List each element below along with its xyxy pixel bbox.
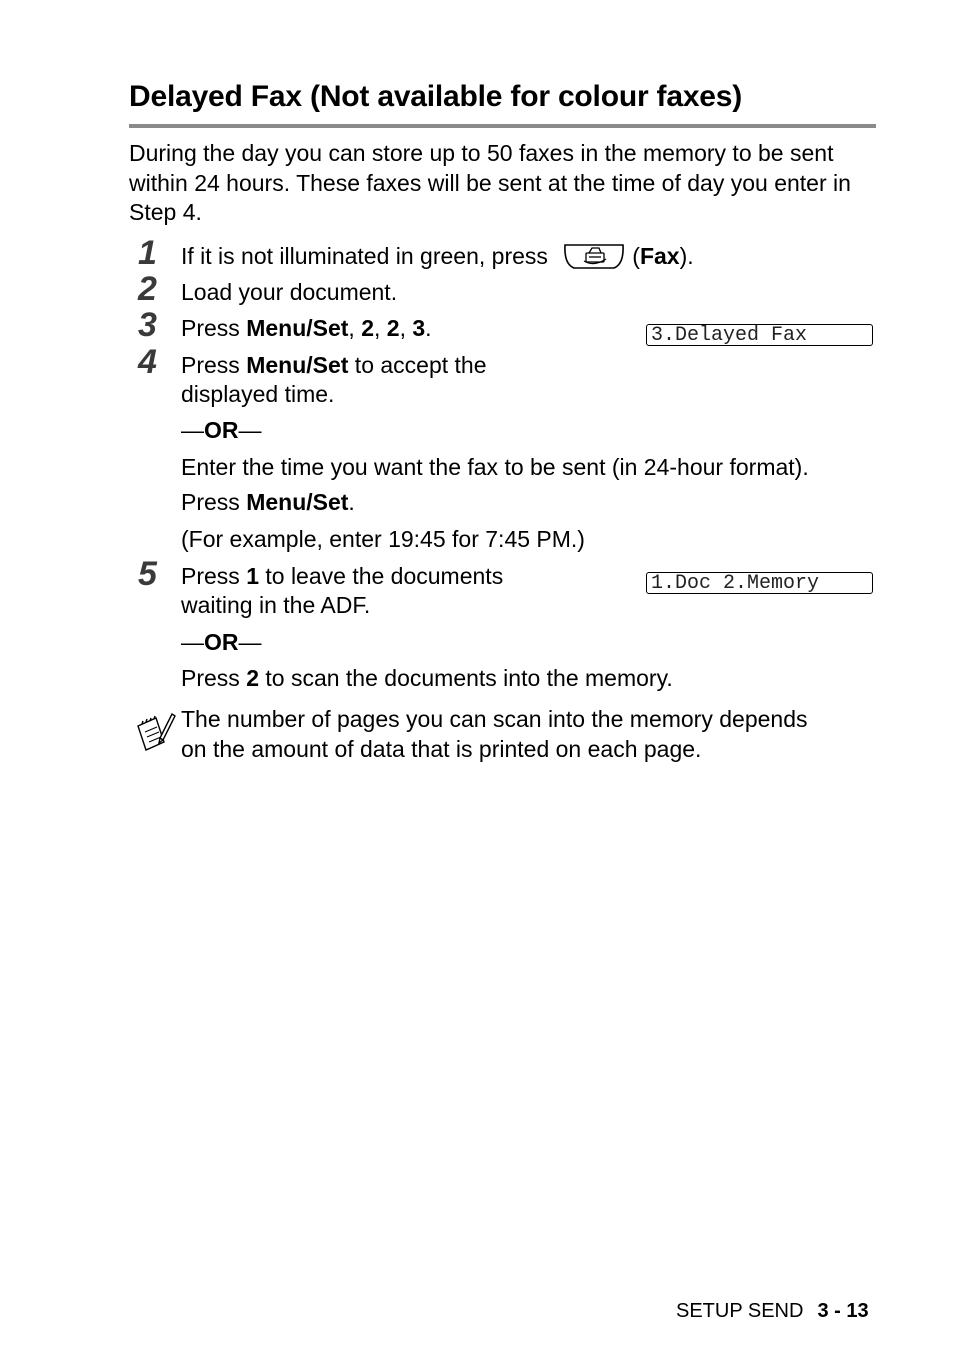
dash: — bbox=[181, 417, 204, 443]
step-1-number: 1 bbox=[138, 234, 157, 272]
press-pre: Press bbox=[181, 489, 247, 515]
step-2-number: 2 bbox=[138, 270, 157, 308]
step-4-line2: displayed time. bbox=[181, 381, 335, 407]
dash: — bbox=[238, 629, 262, 655]
step-4-number: 4 bbox=[138, 343, 157, 381]
step-3-end: . bbox=[425, 315, 432, 341]
step-3-text bbox=[181, 314, 432, 344]
step-5-number: 5 bbox=[138, 555, 157, 593]
step-1-post: ). bbox=[679, 243, 694, 269]
step-4-or bbox=[181, 416, 262, 446]
menu-set-key: Menu/Set bbox=[246, 352, 349, 378]
menu-set-key: Menu/Set bbox=[246, 315, 349, 341]
step-4-press bbox=[181, 488, 355, 518]
footer-section: SETUP SEND bbox=[676, 1300, 804, 1322]
alt-pre: Press bbox=[181, 665, 247, 691]
step-4-alt: Enter the time you want the fax to be sent (in 24-hour format). bbox=[181, 454, 809, 480]
press-end: . bbox=[348, 489, 355, 515]
step-4-line1 bbox=[181, 351, 487, 381]
step-4-example: (For example, enter 19:45 for 7:45 PM.) bbox=[181, 526, 585, 552]
step-4-post: to accept the bbox=[348, 352, 487, 378]
note-pad-icon bbox=[134, 710, 176, 754]
lcd-doc-memory: 1.Doc 2.Memory bbox=[646, 572, 873, 594]
step-5-line1 bbox=[181, 562, 503, 592]
step-1-paren: ( bbox=[632, 243, 640, 269]
note-line2: on the amount of data that is printed on each page. bbox=[181, 736, 702, 762]
page-footer bbox=[676, 1300, 869, 1323]
step-4-pre: Press bbox=[181, 352, 247, 378]
step-3-pre: Press bbox=[181, 315, 247, 341]
key-2: 2 bbox=[361, 315, 374, 341]
step-5-or bbox=[181, 628, 262, 658]
key-2: 2 bbox=[386, 315, 400, 341]
fax-key-icon bbox=[562, 242, 626, 270]
lcd-delayed-fax: 3.Delayed Fax bbox=[646, 324, 873, 346]
note-line1: The number of pages you can scan into the memory depends bbox=[181, 706, 808, 732]
key-2: 2 bbox=[246, 665, 259, 691]
step-5-alt bbox=[181, 664, 673, 694]
step-2-text: Load your document. bbox=[181, 279, 398, 305]
sep: , bbox=[374, 315, 387, 341]
dash: — bbox=[181, 629, 204, 655]
intro-paragraph: During the day you can store up to 50 faxes in the memory to be sent within 24 hours. These faxes will be sent at the time of day you enter in Step 4. bbox=[129, 140, 851, 225]
step-5-post: to leave the documents bbox=[258, 563, 504, 589]
step-1-text bbox=[181, 242, 694, 272]
dash: — bbox=[238, 417, 262, 443]
or-label: OR bbox=[204, 417, 239, 443]
key-3: 3 bbox=[412, 315, 426, 341]
step-5-pre: Press bbox=[181, 563, 247, 589]
step-1-pre: If it is not illuminated in green, press bbox=[181, 243, 548, 269]
key-1: 1 bbox=[246, 563, 259, 589]
page-number: 3 - 13 bbox=[817, 1300, 869, 1322]
heading-rule bbox=[129, 124, 876, 128]
menu-set-key: Menu/Set bbox=[246, 489, 349, 515]
section-heading: Delayed Fax (Not available for colour faxes) bbox=[129, 80, 743, 113]
sep: , bbox=[399, 315, 413, 341]
alt-post: to scan the documents into the memory. bbox=[258, 665, 673, 691]
fax-key-label: Fax bbox=[639, 243, 680, 269]
or-label: OR bbox=[204, 629, 239, 655]
sep: , bbox=[348, 315, 362, 341]
step-3-number: 3 bbox=[138, 306, 157, 344]
step-5-line2: waiting in the ADF. bbox=[181, 592, 371, 618]
